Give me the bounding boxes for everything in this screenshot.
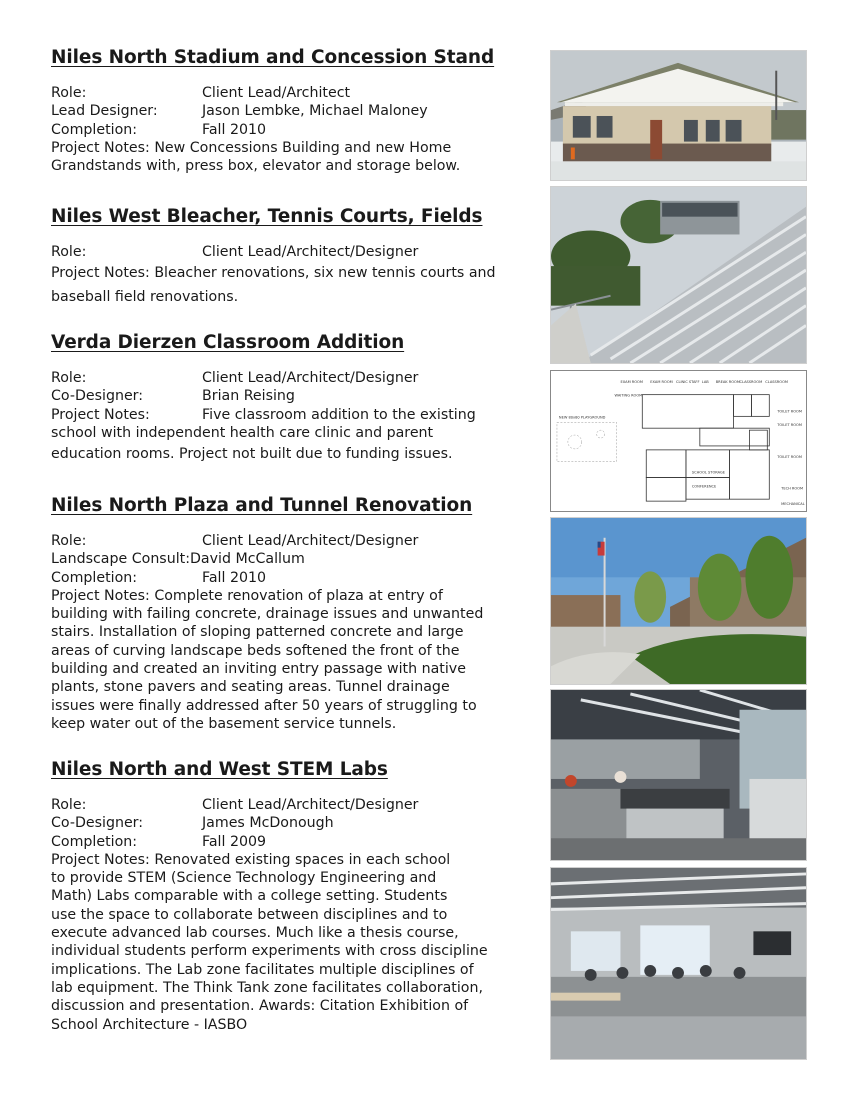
- plan-label: TECH ROOM: [781, 486, 804, 491]
- role-value: Client Lead/Architect/Designer: [202, 797, 419, 813]
- project-notes-line: implications. The Lab zone facilitates multiple disciplines of: [51, 961, 474, 978]
- plaza-photo: [550, 517, 807, 685]
- lead-designer-value: Jason Lembke, Michael Maloney: [202, 103, 428, 120]
- project-notes-line: Project Notes: Bleacher renovations, six new tennis courts and: [51, 265, 496, 282]
- project-notes-line: building with failing concrete, drainage issues and unwanted: [51, 606, 484, 623]
- plan-label: SCHOOL STORAGE: [691, 470, 725, 475]
- landscape-consult-label: Landscape Consult:: [51, 551, 190, 568]
- completion-value: Fall 2009: [202, 833, 267, 850]
- project-notes-line: lab equipment. The Think Tank zone facilitates collaboration,: [51, 979, 483, 996]
- project-notes-line: school with independent health care clinic and parent: [51, 424, 434, 441]
- classroom-floor-plan: [550, 370, 807, 512]
- project-notes-line: building and created an inviting entry passage with native: [51, 661, 466, 678]
- completion-label: Completion:: [51, 833, 138, 850]
- role-row: [51, 796, 541, 814]
- plan-label: NEW 80x80 PLAYGROUND: [558, 415, 606, 420]
- completion-value: Fall 2010: [202, 121, 267, 138]
- project-bleacher: [51, 205, 541, 309]
- bleacher-photo: [550, 186, 807, 364]
- project-notes-first: Five classroom addition to the existing: [202, 406, 476, 423]
- project-classroom-addition: [51, 331, 541, 466]
- project-notes-line: execute advanced lab courses. Much like a thesis course,: [51, 925, 459, 942]
- stem-lab-photo: [550, 689, 807, 861]
- project-title: Niles North Stadium and Concession Stand: [51, 47, 495, 68]
- role-row: [51, 532, 541, 550]
- completion-label: Completion:: [51, 569, 138, 586]
- plan-label: BREAK ROOM: [715, 379, 740, 384]
- project-title: Niles North and West STEM Labs: [51, 759, 388, 780]
- landscape-consult-value: David McCallum: [189, 551, 305, 568]
- co-designer-label: Co-Designer:: [51, 815, 144, 832]
- plan-label: EXAM ROOM: [620, 379, 643, 384]
- project-notes-line: Project Notes: Renovated existing spaces in each school: [51, 851, 451, 868]
- co-designer-value: James McDonough: [202, 815, 334, 832]
- role-value: Client Lead/Architect/Designer: [202, 370, 419, 386]
- plan-label: EXAM ROOM: [650, 379, 673, 384]
- completion-row: [51, 833, 541, 851]
- plan-label: LAB: [701, 379, 709, 384]
- project-title: Niles West Bleacher, Tennis Courts, Fields: [51, 206, 483, 227]
- project-title: Verda Dierzen Classroom Addition: [51, 332, 405, 353]
- project-notes-line: baseball field renovations.: [51, 289, 239, 306]
- role-value: Client Lead/Architect: [202, 85, 351, 101]
- project-notes-line: education rooms. Project not built due to funding issues.: [51, 446, 453, 463]
- project-notes-line: stairs. Installation of sloping patterned concrete and large: [51, 624, 464, 641]
- project-notes-line: School Architecture - IASBO: [51, 1016, 248, 1033]
- role-value: Client Lead/Architect/Designer: [202, 533, 419, 549]
- completion-row: [51, 569, 541, 587]
- project-notes-line: Project Notes: Complete renovation of plaza at entry of: [51, 587, 443, 604]
- lead-designer-row: [51, 102, 541, 120]
- role-label: Role:: [51, 797, 87, 813]
- project-notes-line: to provide STEM (Science Technology Engineering and: [51, 870, 437, 887]
- role-label: Role:: [51, 85, 87, 101]
- role-row: [51, 243, 541, 261]
- project-notes-row: [51, 406, 541, 424]
- project-notes-line: discussion and presentation. Awards: Citation Exhibition of: [51, 998, 469, 1015]
- lead-designer-label: Lead Designer:: [51, 103, 158, 120]
- project-title: Niles North Plaza and Tunnel Renovation: [51, 495, 473, 516]
- concession-stand-photo: [550, 50, 807, 181]
- co-designer-value: Brian Reising: [202, 388, 295, 405]
- role-label: Role:: [51, 533, 87, 549]
- plan-label: TOILET ROOM: [777, 423, 802, 428]
- role-row: [51, 84, 541, 102]
- project-notes-line: Grandstands with, press box, elevator and storage below.: [51, 158, 461, 175]
- project-notes-line: plants, stone pavers and seating areas. Tunnel drainage: [51, 679, 450, 696]
- co-designer-row: [51, 814, 541, 832]
- role-label: Role:: [51, 244, 87, 260]
- project-notes-line: areas of curving landscape beds softened the front of the: [51, 642, 460, 659]
- project-notes-label: Project Notes:: [51, 406, 150, 423]
- project-stadium: [51, 46, 541, 175]
- plan-label: CLASSROOM: [739, 379, 763, 384]
- plan-label: TOILET ROOM: [777, 454, 802, 459]
- co-designer-label: Co-Designer:: [51, 388, 144, 405]
- plan-label: TOILET ROOM: [777, 409, 802, 414]
- completion-value: Fall 2010: [202, 569, 267, 586]
- think-tank-photo: [550, 867, 807, 1060]
- role-row: [51, 369, 541, 387]
- project-notes-line: Math) Labs comparable with a college setting. Students: [51, 888, 448, 905]
- plan-label: WAITING ROOM: [614, 393, 643, 398]
- role-label: Role:: [51, 370, 87, 386]
- plan-label: CONFERENCE: [691, 484, 717, 489]
- project-notes-line: issues were finally addressed after 50 years of struggling to: [51, 697, 477, 714]
- project-notes-line: use the space to collaborate between disciplines and to: [51, 906, 448, 923]
- project-plaza-tunnel: [51, 494, 541, 733]
- landscape-consult-row: [51, 550, 541, 568]
- completion-row: [51, 121, 541, 139]
- role-value: Client Lead/Architect/Designer: [202, 244, 419, 260]
- plan-label: MECHANICAL: [781, 502, 805, 507]
- project-stem-labs: [51, 758, 541, 1034]
- plan-label: CLASSROOM: [765, 379, 788, 384]
- co-designer-row: [51, 387, 541, 405]
- completion-label: Completion:: [51, 121, 138, 138]
- plan-label: CLINIC STAFF: [676, 379, 700, 384]
- project-notes-line: keep water out of the basement service tunnels.: [51, 715, 397, 732]
- project-notes-line: Project Notes: New Concessions Building and new Home: [51, 139, 452, 156]
- project-notes-line: individual students perform experiments with cross discipline: [51, 943, 488, 960]
